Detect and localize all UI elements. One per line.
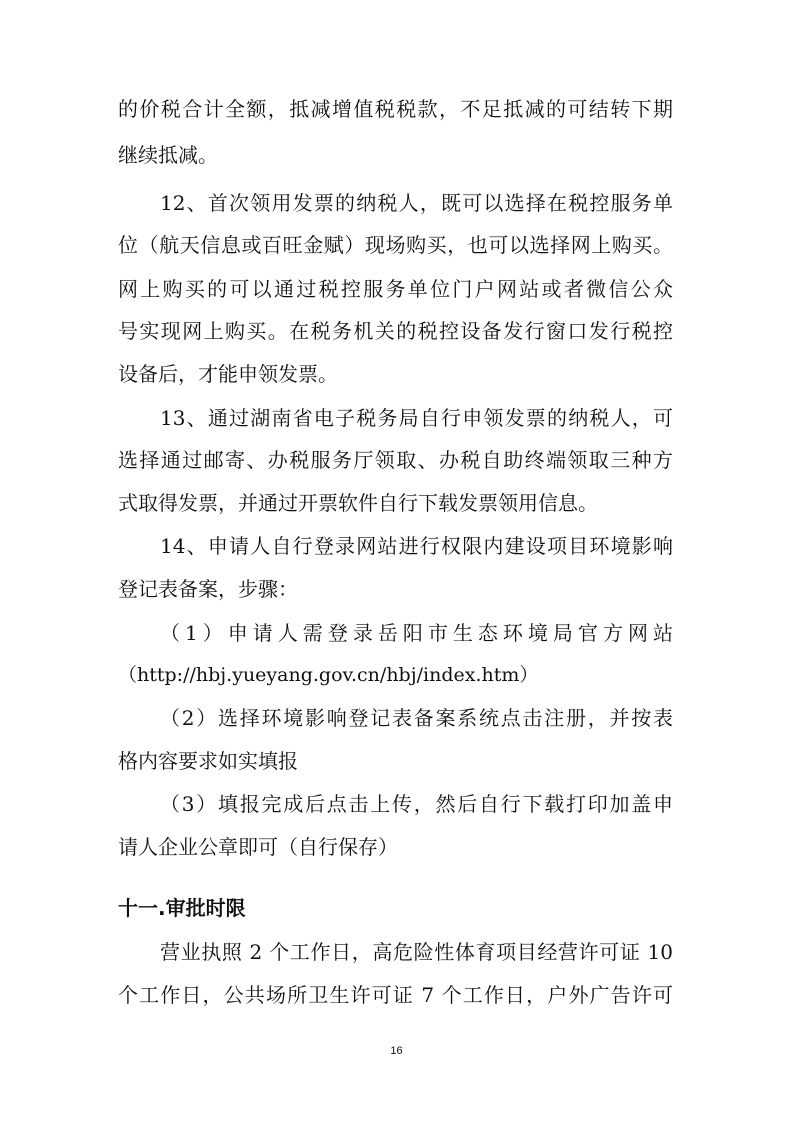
body-line: 网上购买的可以通过税控服务单位门户网站或者微信公众 — [118, 277, 673, 301]
body-line: 式取得发票，并通过开票软件自行下载发票领用信息。 — [118, 491, 598, 515]
body-line: 14、申请人自行登录网站进行权限内建设项目环境影响 — [160, 534, 673, 558]
body-line: （1）申请人需登录岳阳市生态环境局官方网站 — [160, 621, 673, 645]
body-line: 个工作日，公共场所卫生许可证 7 个工作日，户外广告许可 — [118, 983, 673, 1007]
body-line: 登记表备案，步骤： — [118, 577, 298, 601]
body-line: （3）填报完成后点击上传，然后自行下载打印加盖申 — [160, 792, 673, 816]
body-line: 继续抵减。 — [118, 143, 218, 167]
page-number: 16 — [390, 1045, 403, 1057]
body-line: 格内容要求如实填报 — [118, 749, 298, 773]
body-line: 号实现网上购买。在税务机关的税控设备发行窗口发行税控 — [118, 319, 673, 343]
body-line: 13、通过湖南省电子税务局自行申领发票的纳税人，可 — [160, 406, 673, 430]
body-line: 营业执照 2 个工作日，高危险性体育项目经营许可证 10 — [160, 940, 673, 964]
body-line: 设备后，才能申领发票。 — [118, 362, 338, 386]
body-line: 请人企业公章即可（自行保存） — [118, 835, 398, 859]
body-line: （2）选择环境影响登记表备案系统点击注册，并按表 — [160, 706, 673, 730]
section-heading: 十一.审批时限 — [118, 896, 246, 920]
body-line: 12、首次领用发票的纳税人，既可以选择在税控服务单 — [160, 191, 673, 215]
body-line: 位（航天信息或百旺金赋）现场购买，也可以选择网上购买。 — [118, 233, 673, 257]
url-line: （http://hbj.yueyang.gov.cn/hbj/index.htm） — [118, 664, 539, 686]
body-line: 的价税合计全额，抵减增值税税款，不足抵减的可结转下期 — [118, 97, 673, 121]
body-line: 选择通过邮寄、办税服务厅领取、办税自助终端领取三种方 — [118, 448, 673, 472]
